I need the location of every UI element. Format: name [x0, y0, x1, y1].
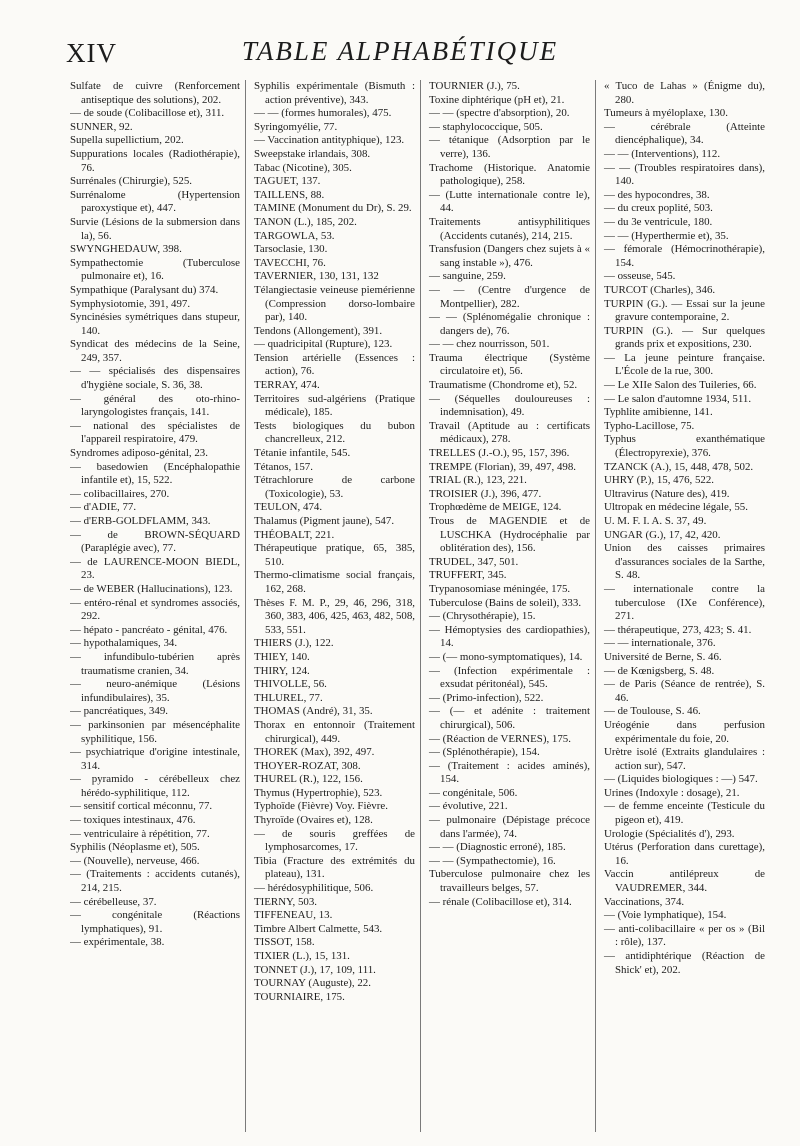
index-entry: Tétanos, 157. — [254, 460, 313, 473]
index-entry: — (— mono-symptomatiques), 14. — [429, 650, 583, 663]
index-entry: TREMPE (Florian), 39, 497, 498. — [429, 460, 577, 473]
index-entry: Tabac (Nicotine), 305. — [254, 161, 352, 174]
index-entry: TARGOWLA, 53. — [254, 229, 335, 242]
page-number: XIV — [66, 38, 117, 68]
index-entry: — pancréatiques, 349. — [70, 705, 168, 718]
index-entry: THÉOBALT, 221. — [254, 528, 335, 541]
index-entry: — internationale contre la tuberculose (IXe Conférence), 271. — [604, 582, 765, 623]
index-entry: Traumatisme (Chondrome et), 52. — [429, 379, 578, 392]
index-entry: Tendons (Allongement), 391. — [254, 324, 383, 337]
index-entry: — Le salon d'automne 1934, 511. — [604, 392, 752, 405]
index-entry: TRUDEL, 347, 501. — [429, 555, 519, 568]
index-entry: — (Lutte internationale contre le), 44. — [429, 188, 590, 215]
index-entry: TURPIN (G.). — Sur quelques grands prix et expositions, 230. — [604, 324, 765, 351]
index-entry: THUREL (R.), 122, 156. — [254, 773, 363, 786]
index-entry: — général des oto-rhino-laryngologistes français, 141. — [70, 392, 240, 419]
index-entry: Tension artérielle (Essences : action), 76. — [254, 351, 415, 378]
index-entry: Tests biologiques du bubon chancrelleux, 212. — [254, 419, 415, 446]
index-entry: SUNNER, 92. — [70, 120, 133, 133]
index-entry: — — (Interventions), 112. — [604, 147, 721, 160]
index-entry: Thyroïde (Ovaires et), 128. — [254, 814, 373, 827]
index-entry: — de Paris (Séance de rentrée), S. 46. — [604, 678, 765, 704]
index-entry: — — chez nourrisson, 501. — [429, 338, 550, 351]
index-entry: Thalamus (Pigment jaune), 547. — [254, 515, 395, 527]
index-entry: — hépato - pancréato - génital, 476. — [70, 623, 228, 636]
index-entry: Typhoïde (Fièvre) Voy. Fièvre. — [254, 800, 388, 813]
index-entry: — sensitif cortical méconnu, 77. — [70, 800, 213, 813]
index-entry: — — (Centre d'urgence de Montpellier), 282. — [429, 283, 590, 310]
index-entry: Trous de MAGENDIE et de LUSCHKA (Hydrocéphalie par oblitération des), 156. — [429, 515, 590, 555]
index-entry: — fémorale (Hémocrinothérapie), 154. — [604, 243, 765, 269]
index-entry: TAVERNIER, 130, 131, 132 — [254, 270, 379, 283]
index-entry: Toxine diphtérique (pH et), 21. — [429, 93, 565, 106]
index-entry: Trauma électrique (Système circulatoire et), 56. — [429, 351, 590, 378]
index-entry: — rénale (Colibacillose et), 314. — [429, 895, 572, 908]
index-entry: Syphilis (Néoplasme et), 505. — [70, 841, 200, 854]
index-entry: Survie (Lésions de la submersion dans la), 56. — [70, 215, 240, 242]
index-entry: — — (formes humorales), 475. — [254, 107, 392, 120]
index-entry: Union des caisses primaires d'assurances sociales de la Sarthe, S. 48. — [604, 542, 765, 582]
index-entry: TAILLENS, 88. — [254, 188, 325, 201]
index-entry: — pyramido - cérébelleux chez hérédo-syphilitique, 112. — [70, 773, 240, 799]
index-entry: — expérimentale, 38. — [70, 936, 165, 949]
index-entry: Tétanie infantile, 545. — [254, 447, 351, 460]
index-entry: — hérédosyphilitique, 506. — [254, 882, 374, 895]
index-entry: Utérus (Perforation dans curettage), 16. — [604, 841, 765, 867]
index-entry: TERRAY, 474. — [254, 379, 320, 392]
index-entry: — (— et adénite : traitement chirurgical), 506. — [429, 705, 590, 731]
index-entry: Timbre Albert Calmette, 543. — [254, 922, 383, 935]
index-entry: Vaccinations, 374. — [604, 895, 685, 908]
index-entry: — cérébrale (Atteinte diencéphalique), 34. — [604, 120, 765, 147]
index-entry: — du 3e ventricule, 180. — [604, 215, 713, 228]
index-entry: Sympathectomie (Tuberculose pulmonaire et), 16. — [70, 256, 240, 283]
index-entry: Trachome (Historique. Anatomie pathologique), 258. — [429, 161, 590, 188]
index-entry: TOURNIER (J.), 75. — [429, 80, 520, 92]
index-entry: — pulmonaire (Dépistage précoce dans l'armée), 74. — [429, 814, 590, 840]
index-entry: Transfusion (Dangers chez sujets à « sang instable »), 476. — [429, 243, 590, 269]
index-entry: — parkinsonien par mésencéphalite syphilitique, 156. — [70, 718, 240, 745]
index-entry: — thérapeutique, 273, 423; S. 41. — [604, 623, 752, 636]
index-entry: — osseuse, 545. — [604, 270, 676, 283]
index-entry: TISSOT, 158. — [254, 936, 315, 949]
index-entry: Ultropak en médecine légale, 55. — [604, 501, 748, 514]
index-entry: — — (Splénomégalie chronique : dangers de), 76. — [429, 311, 590, 337]
index-entry: Travail (Aptitude au : certificats médicaux), 278. — [429, 419, 590, 446]
index-entry: UHRY (P.), 15, 476, 522. — [604, 474, 715, 487]
index-entry: — La jeune peinture française. L'École de la rue, 300. — [604, 351, 765, 378]
index-entry: Syndicat des médecins de la Seine, 249, 357. — [70, 338, 240, 364]
index-entry: TURPIN (G.). — Essai sur la jeune gravure contemporaine, 2. — [604, 297, 765, 324]
index-entry: — — (Sympathectomie), 16. — [429, 854, 556, 867]
index-entry: Télangiectasie veineuse piemérienne (Compression dorso-lombaire par), 140. — [254, 283, 415, 324]
index-entry: — de WEBER (Hallucinations), 123. — [70, 582, 233, 595]
index-entry: Suppurations locales (Radiothérapie), 76. — [70, 147, 240, 174]
index-entry: Sweepstake irlandais, 308. — [254, 147, 371, 160]
index-entry: SWYNGHEDAUW, 398. — [70, 243, 182, 256]
index-entry: — de souris greffées de lymphosarcomes, 17. — [254, 827, 415, 854]
index-entry: — anti-colibacillaire « per os » (Bil : rôle), 137. — [604, 922, 765, 949]
index-entry: Symphysiotomie, 391, 497. — [70, 297, 191, 310]
index-entry: Ultravirus (Nature des), 419. — [604, 487, 730, 500]
index-entry: — Hémoptysies des cardiopathies), 14. — [429, 623, 590, 650]
index-columns — [70, 80, 770, 1132]
index-entry: — (Liquides biologiques : —) 547. — [604, 773, 758, 786]
index-entry: THIVOLLE, 56. — [254, 678, 327, 691]
index-entry: Sulfate de cuivre (Renforcement antiseptique des solutions), 202. — [70, 80, 240, 106]
index-entry: Thèses F. M. P., 29, 46, 296, 318, 360, 383, 406, 425, 463, 482, 508, 533, 551. — [254, 596, 415, 636]
index-entry: Tuberculose (Bains de soleil), 333. — [429, 596, 582, 609]
index-entry: Urines (Indoxyle : dosage), 21. — [604, 786, 740, 799]
index-entry: — d'ADIE, 77. — [70, 501, 137, 514]
index-entry: — tétanique (Adsorption par le verre), 136. — [429, 134, 590, 160]
index-column-4 — [595, 80, 770, 1132]
index-entry: Trophœdème de MEIGE, 124. — [429, 501, 562, 514]
index-entry: Sympathique (Paralysant du) 374. — [70, 283, 219, 296]
index-entry: THLUREL, 77. — [254, 691, 323, 704]
index-entry: Surrénalome (Hypertension paroxystique et), 447. — [70, 188, 240, 215]
index-entry: — — internationale, 376. — [604, 637, 716, 650]
index-entry: — (Traitements : accidents cutanés), 214, 215. — [70, 868, 240, 895]
index-entry: — — spécialisés des dispensaires d'hygiène sociale, S. 36, 38. — [70, 365, 240, 392]
index-entry: — (Splénothérapie), 154. — [429, 746, 540, 759]
index-entry: — (Nouvelle), nerveuse, 466. — [70, 854, 200, 867]
index-entry: TURCOT (Charles), 346. — [604, 283, 716, 296]
index-entry: — hypothalamiques, 34. — [70, 637, 178, 650]
index-entry: — du creux poplité, 503. — [604, 202, 713, 215]
index-entry: — national des spécialistes de l'appareil respiratoire, 479. — [70, 419, 240, 446]
index-entry: — d'ERB-GOLDFLAMM, 343. — [70, 515, 211, 527]
index-entry: Vaccin antilépreux de VAUDREMER, 344. — [604, 868, 765, 895]
index-entry: Tibia (Fracture des extrémités du plateau), 131. — [254, 854, 415, 881]
index-column-2 — [245, 80, 420, 1132]
index-entry: Université de Berne, S. 46. — [604, 650, 722, 663]
index-entry: Typhus exanthématique (Électropyrexie), 376. — [604, 433, 765, 460]
index-entry: UNGAR (G.), 17, 42, 420. — [604, 528, 721, 541]
index-entry: — (Séquelles douloureuses : indemnisation), 49. — [429, 392, 590, 419]
index-column-3 — [420, 80, 595, 1132]
index-entry: Traitements antisyphilitiques (Accidents cutanés), 214, 215. — [429, 215, 590, 242]
index-entry: — de soude (Colibacillose et), 311. — [70, 107, 225, 120]
index-entry: — évolutive, 221. — [429, 800, 508, 813]
index-entry: — ventriculaire à répétition, 77. — [70, 827, 210, 840]
index-entry: THIRY, 124. — [254, 664, 310, 677]
index-entry: THOYER-ROZAT, 308. — [254, 759, 361, 772]
index-entry: — congénitale, 506. — [429, 786, 518, 799]
index-entry: Thermo-climatisme social français, 162, 268. — [254, 569, 415, 595]
index-entry: Urologie (Spécialités d'), 293. — [604, 827, 735, 840]
index-entry: Tétrachlorure de carbone (Toxicologie), 53. — [254, 474, 415, 500]
index-entry: THIEY, 140. — [254, 650, 310, 663]
index-entry: Typhlite amibienne, 141. — [604, 406, 713, 419]
index-entry: TROISIER (J.), 396, 477. — [429, 487, 542, 500]
index-entry: Syncinésies symétriques dans stupeur, 140. — [70, 311, 240, 337]
index-entry: THOMAS (André), 31, 35. — [254, 705, 373, 718]
index-entry: — Vaccination antityphique), 123. — [254, 134, 405, 147]
index-entry: — des hypocondres, 38. — [604, 188, 710, 201]
index-entry: Territoires sud-algériens (Pratique médicale), 185. — [254, 392, 415, 419]
index-entry: U. M. F. I. A. S. 37, 49. — [604, 515, 707, 527]
index-entry: TRIAL (R.), 123, 221. — [429, 474, 527, 487]
index-entry: Supella supellictium, 202. — [70, 134, 184, 147]
index-entry: — (Chrysothérapie), 15. — [429, 610, 536, 623]
index-entry: — colibacillaires, 270. — [70, 487, 170, 500]
index-entry: TAMINE (Monument du Dr), S. 29. — [254, 202, 412, 215]
index-entry: — basedowien (Encéphalopathie infantile et), 15, 522. — [70, 460, 240, 487]
index-entry: — (Voie lymphatique), 154. — [604, 909, 727, 922]
index-entry: TRUFFERT, 345. — [429, 569, 507, 582]
index-entry: Tarsoclasie, 130. — [254, 243, 328, 256]
index-entry: — (Réaction de VERNES), 175. — [429, 732, 571, 745]
index-entry: Typho-Lacillose, 75. — [604, 419, 695, 432]
index-entry: TONNET (J.), 17, 109, 111. — [254, 963, 376, 976]
index-entry: Surrénales (Chirurgie), 525. — [70, 175, 192, 188]
index-entry: Syndromes adiposo-génital, 23. — [70, 447, 208, 460]
index-entry: — infundibulo-tubérien après traumatisme cranien, 34. — [70, 650, 240, 677]
index-entry: Urètre isolé (Extraits glandulaires : action sur), 547. — [604, 746, 765, 772]
index-entry: — de Toulouse, S. 46. — [604, 705, 701, 718]
index-entry: TANON (L.), 185, 202. — [254, 215, 357, 228]
index-entry: Syringomyélie, 77. — [254, 120, 338, 133]
index-entry: TOURNIAIRE, 175. — [254, 990, 345, 1003]
index-entry: — — (Troubles respiratoires dans), 140. — [604, 161, 765, 188]
index-entry: Uréogénie dans perfusion expérimentale du foie, 20. — [604, 718, 765, 745]
index-entry: — antidiphtérique (Réaction de Shick' et), 202. — [604, 950, 765, 976]
index-entry: TAVECCHI, 76. — [254, 256, 326, 269]
index-entry: TIFFENEAU, 13. — [254, 909, 333, 922]
index-entry: TOURNAY (Auguste), 22. — [254, 977, 371, 990]
index-entry: — neuro-anémique (Lésions infundibulaires), 35. — [70, 678, 240, 704]
index-entry: — de femme enceinte (Testicule du pigeon et), 419. — [604, 800, 765, 827]
index-entry: — congénitale (Réactions lymphatiques), 91. — [70, 909, 240, 935]
index-entry: Thorax en entonnoir (Traitement chirurgical), 449. — [254, 718, 415, 745]
index-entry: — staphylococcique, 505. — [429, 120, 543, 133]
index-entry: — sanguine, 259. — [429, 270, 506, 283]
index-entry: — de Kœnigsberg, S. 48. — [604, 664, 715, 677]
index-entry: — (Infection expérimentale : exsudat péritonéal), 545. — [429, 664, 590, 691]
index-entry: TRELLES (J.-O.), 95, 157, 396. — [429, 447, 570, 460]
index-entry: — (Traitement : acides aminés), 154. — [429, 759, 590, 786]
index-entry: TAGUET, 137. — [254, 175, 321, 188]
index-entry: — entéro-rénal et syndromes associés, 292. — [70, 596, 240, 623]
index-entry: Trypanosomiase méningée, 175. — [429, 582, 571, 595]
index-entry: Syphilis expérimentale (Bismuth : action préventive), 343. — [254, 80, 415, 106]
index-entry: THOREK (Max), 392, 497. — [254, 746, 375, 759]
index-entry: THIERS (J.), 122. — [254, 637, 334, 650]
index-entry: TIXIER (L.), 15, 131. — [254, 950, 350, 962]
index-entry: — cérébelleuse, 37. — [70, 895, 157, 908]
index-entry: — de BROWN-SÉQUARD (Paraplégie avec), 77. — [70, 528, 240, 555]
index-entry: — (Primo-infection), 522. — [429, 691, 544, 704]
index-entry: — — (Diagnostic erroné), 185. — [429, 841, 566, 854]
index-entry: TZANCK (A.), 15, 448, 478, 502. — [604, 460, 754, 473]
index-entry: TEULON, 474. — [254, 501, 323, 514]
index-entry: — — (spectre d'absorption), 20. — [429, 107, 570, 120]
index-entry: — quadricipital (Rupture), 123. — [254, 338, 393, 351]
index-entry: Thérapeutique pratique, 65, 385, 510. — [254, 542, 415, 568]
page-title: TABLE ALPHABÉTIQUE — [241, 36, 559, 66]
index-entry: Tuberculose pulmonaire chez les travailleurs belges, 57. — [429, 868, 590, 895]
index-entry: — de LAURENCE-MOON BIEDL, 23. — [70, 555, 240, 582]
index-entry: Thymus (Hypertrophie), 523. — [254, 786, 383, 799]
index-entry: TIERNY, 503. — [254, 895, 318, 908]
index-entry: Tumeurs à myéloplaxe, 130. — [604, 107, 728, 120]
index-column-1 — [70, 80, 245, 1132]
index-entry: — toxiques intestinaux, 476. — [70, 814, 196, 827]
index-entry: — psychiatrique d'origine intestinale, 314. — [70, 746, 240, 772]
index-entry: — Le XIIe Salon des Tuileries, 66. — [604, 379, 757, 392]
index-entry: — — (Hyperthermie et), 35. — [604, 229, 729, 242]
index-entry: « Tuco de Lahas » (Énigme du), 280. — [604, 80, 765, 106]
